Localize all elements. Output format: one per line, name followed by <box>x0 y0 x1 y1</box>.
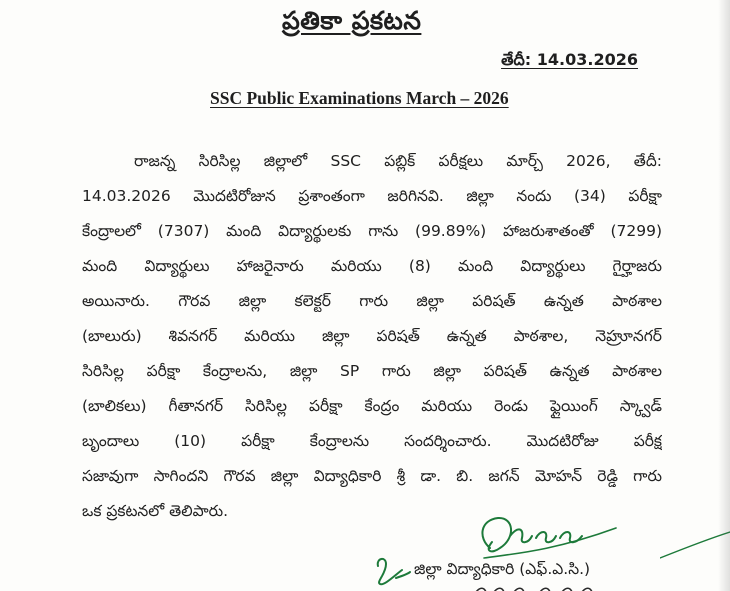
body-line: సజావుగా సాగిందని గౌరవ జిల్లా విద్యాధికారి శ్రీ డా. బి. జగన్ మోహన్ రెడ్డి గారు <box>82 467 662 485</box>
initial-image <box>372 552 412 588</box>
body-line: కేంద్రాలలో (7307) మంది విద్యార్థులకు గాను (99.89%) హాజరుశాతంతో (7299) <box>82 222 662 240</box>
body-paragraph <box>82 144 662 529</box>
body-line: 14.03.2026 మొదటిరోజున ప్రశాంతంగా జరిగినవి. జిల్లా నందు (34) పరీక్షా <box>82 187 662 205</box>
body-line: రాజన్న సిరిసిల్ల జిల్లాలో SSC పబ్లిక్ పరీక్షలు మార్చ్ 2026, తేదీ: <box>134 152 662 170</box>
body-line: (బాలురు) శివనగర్ మరియు జిల్లా పరిషత్ ఉన్నత పాఠశాల, నెహ్రూనగర్ <box>82 327 662 345</box>
date-line: తేదీ: 14.03.2026 <box>501 50 638 69</box>
body-line: బృందాలు (10) పరీక్షా కేంద్రాలను సందర్శించారు. మొదటిరోజు పరీక్ష <box>82 432 662 450</box>
body-line: ఒక ప్రకటనలో తెలిపారు. <box>82 502 229 520</box>
page-title: ప్రతికా ప్రకటన <box>282 6 422 35</box>
cut-off-text-image <box>470 585 610 591</box>
body-line: మంది విద్యార్థులు హాజరైనారు మరియు (8) మంది విద్యార్థులు గైర్హాజరు <box>82 257 662 275</box>
subject-line: SSC Public Examinations March – 2026 <box>210 88 509 108</box>
scan-edge-shadow <box>718 0 730 591</box>
body-line: అయినారు. గౌరవ జిల్లా కలెక్టర్ గారు జిల్లా పరిషత్ ఉన్నత పాఠశాల <box>82 292 662 310</box>
body-line: సిరిసిల్ల పరీక్షా కేంద్రాలను, జిల్లా SP గారు జిల్లా పరిషత్ ఉన్నత పాఠశాల <box>82 362 662 380</box>
signature-image <box>470 508 620 563</box>
body-line: (బాలికలు) గీతానగర్ సిరిసిల్ల పరీక్షా కేంద్రం మరియు రెండు ఫ్లైయింగ్ స్క్వాడ్ <box>82 397 662 415</box>
signatory-title: జిల్లా విద్యాధికారి (ఎఫ్.ఎ.సి.) <box>414 560 591 578</box>
